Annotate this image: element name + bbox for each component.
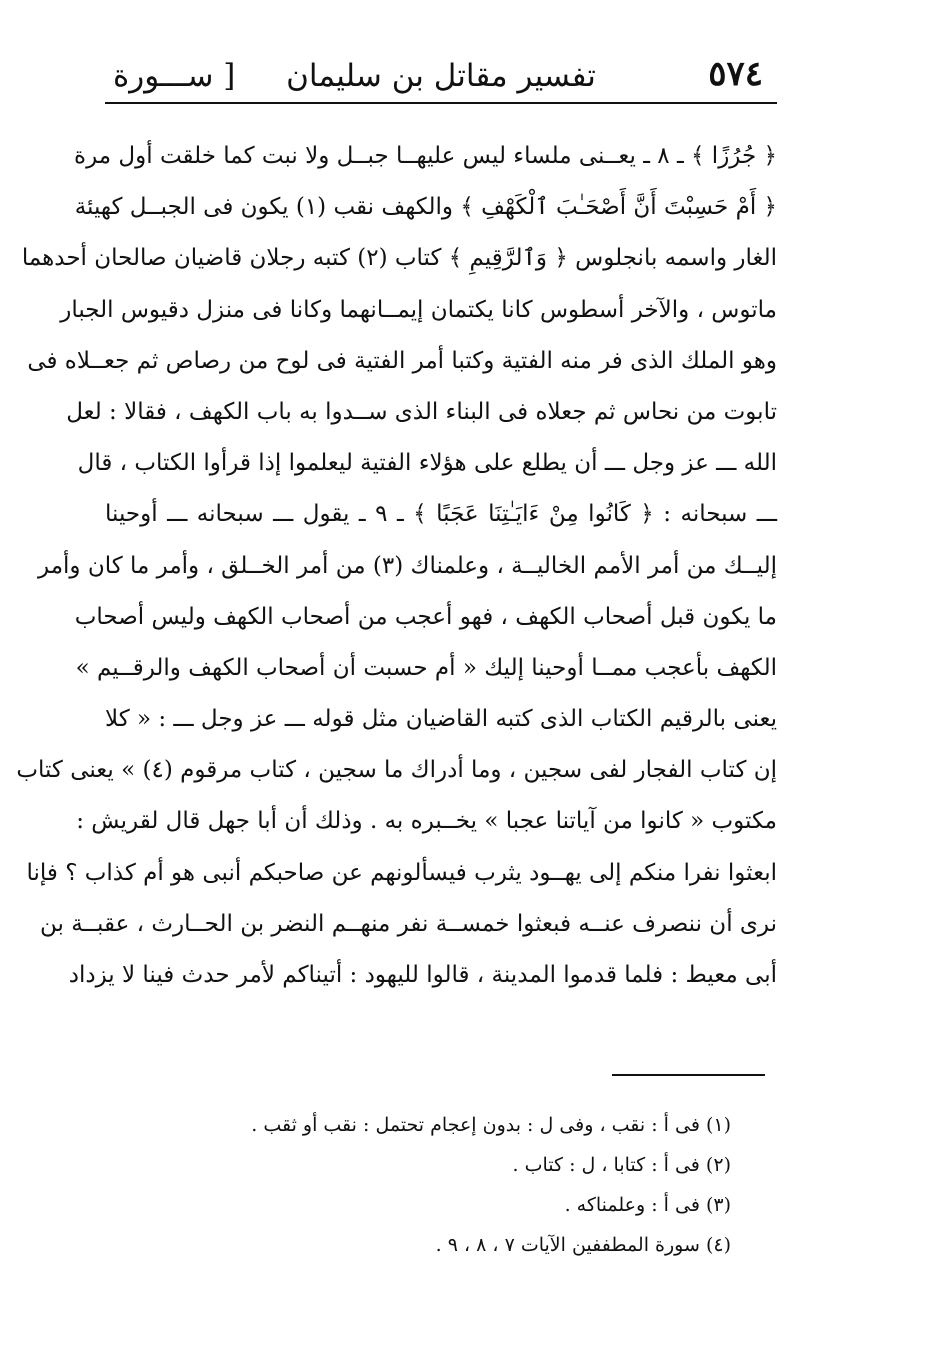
body-text <box>16 131 777 1001</box>
text-line: ما يكون قبل أصحاب الكهف ، فهو أعجب من أصحاب الكهف وليس أصحاب <box>74 603 777 630</box>
text-line: ـــ سبحانه : ﴿ كَانُوا مِنْ ءَايَـٰتِنَا عَجَبًا ﴾ ـ ٩ ـ يقول ـــ سبحانه ـــ أوحينا <box>105 501 777 528</box>
footnote: (٢) فى أ : كتابا ، ل : كتاب . <box>512 1154 731 1176</box>
header-divider <box>105 102 777 104</box>
text-line: يعنى بالرقيم الكتاب الذى كتبه القاضيان مثل قوله ـــ عز وجل ـــ : « كلا <box>104 706 777 733</box>
text-line: نرى أن ننصرف عنــه فبعثوا خمســة نفر منهــم النضر بن الحــارث ، عقبــة بن <box>40 910 777 937</box>
text-line: الكهف بأعجب ممــا أوحينا إليك « أم حسبت أن أصحاب الكهف والرقــيم » <box>75 654 777 681</box>
text-line: الله ـــ عز وجل ـــ أن يطلع على هؤلاء الفتية ليعلموا إذا قرأوا الكتاب ، قال <box>77 450 777 477</box>
text-line: أبى معيط : فلما قدموا المدينة ، قالوا لليهود : أتيناكم لأمر حدث فينا لا يزداد <box>68 962 777 988</box>
footnote: (٣) فى أ : وعلمناكه . <box>564 1194 731 1216</box>
text-line: وهو الملك الذى فر منه الفتية وكتبا أمر الفتية فى لوح من رصاص ثم جعــلاه فى <box>27 347 777 374</box>
footnotes <box>251 1105 731 1265</box>
text-line: إن كتاب الفجار لفى سجين ، وما أدراك ما سجين ، كتاب مرقوم (٤) » يعنى كتاب <box>16 757 777 784</box>
text-line: إليــك من أمر الأمم الخاليــة ، وعلمناك (٣) من أمر الخــلق ، وأمر ما كان وأمر <box>38 552 777 579</box>
page-number: ٥٧٤ <box>708 54 763 94</box>
text-line: ابعثوا نفرا منكم إلى يهــود يثرب فيسألونهم عن صاحبكم أنبى هو أم كذاب ؟ فإنا <box>26 859 777 886</box>
text-line: ماتوس ، والآخر أسطوس كانا يكتمان إيمــانهما وكانا فى منزل دقيوس الجبار <box>60 296 777 323</box>
text-line: الغار واسمه بانجلوس ﴿ وَٱلرَّقِيمِ ﴾ كتاب (٢) كتبه رجلان قاضيان صالحان أحدهما <box>21 245 777 272</box>
text-line: مكتوب « كانوا من آياتنا عجبا » يخــبره به . وذلك أن أبا جهل قال لقريش : <box>76 808 777 835</box>
running-title: تفسير مقاتل بن سليمان <box>286 58 596 94</box>
text-line: ﴿ جُرُزًا ﴾ ـ ٨ ـ يعــنى ملساء ليس عليهــا جبــل ولا نبت كما خلقت أول مرة <box>74 143 777 169</box>
footnote-divider <box>612 1074 765 1076</box>
footnote: (١) فى أ : نقب ، وفى ل : بدون إعجام تحتمل : نقب أو ثقب . <box>251 1114 731 1136</box>
page-header <box>105 44 777 104</box>
surah-label: [ ســـورة <box>113 58 236 94</box>
footnote: (٤) سورة المطففين الآيات ٧ ، ٨ ، ٩ . <box>435 1234 731 1256</box>
text-line: تابوت من نحاس ثم جعلاه فى البناء الذى ســدوا به باب الكهف ، فقالا : لعل <box>66 398 777 425</box>
text-line: ﴿ أَمْ حَسِبْتَ أَنَّ أَصْحَـٰبَ ٱلْكَهْفِ ﴾ والكهف نقب (١) يكون فى الجبــل كهيئة <box>74 194 777 221</box>
